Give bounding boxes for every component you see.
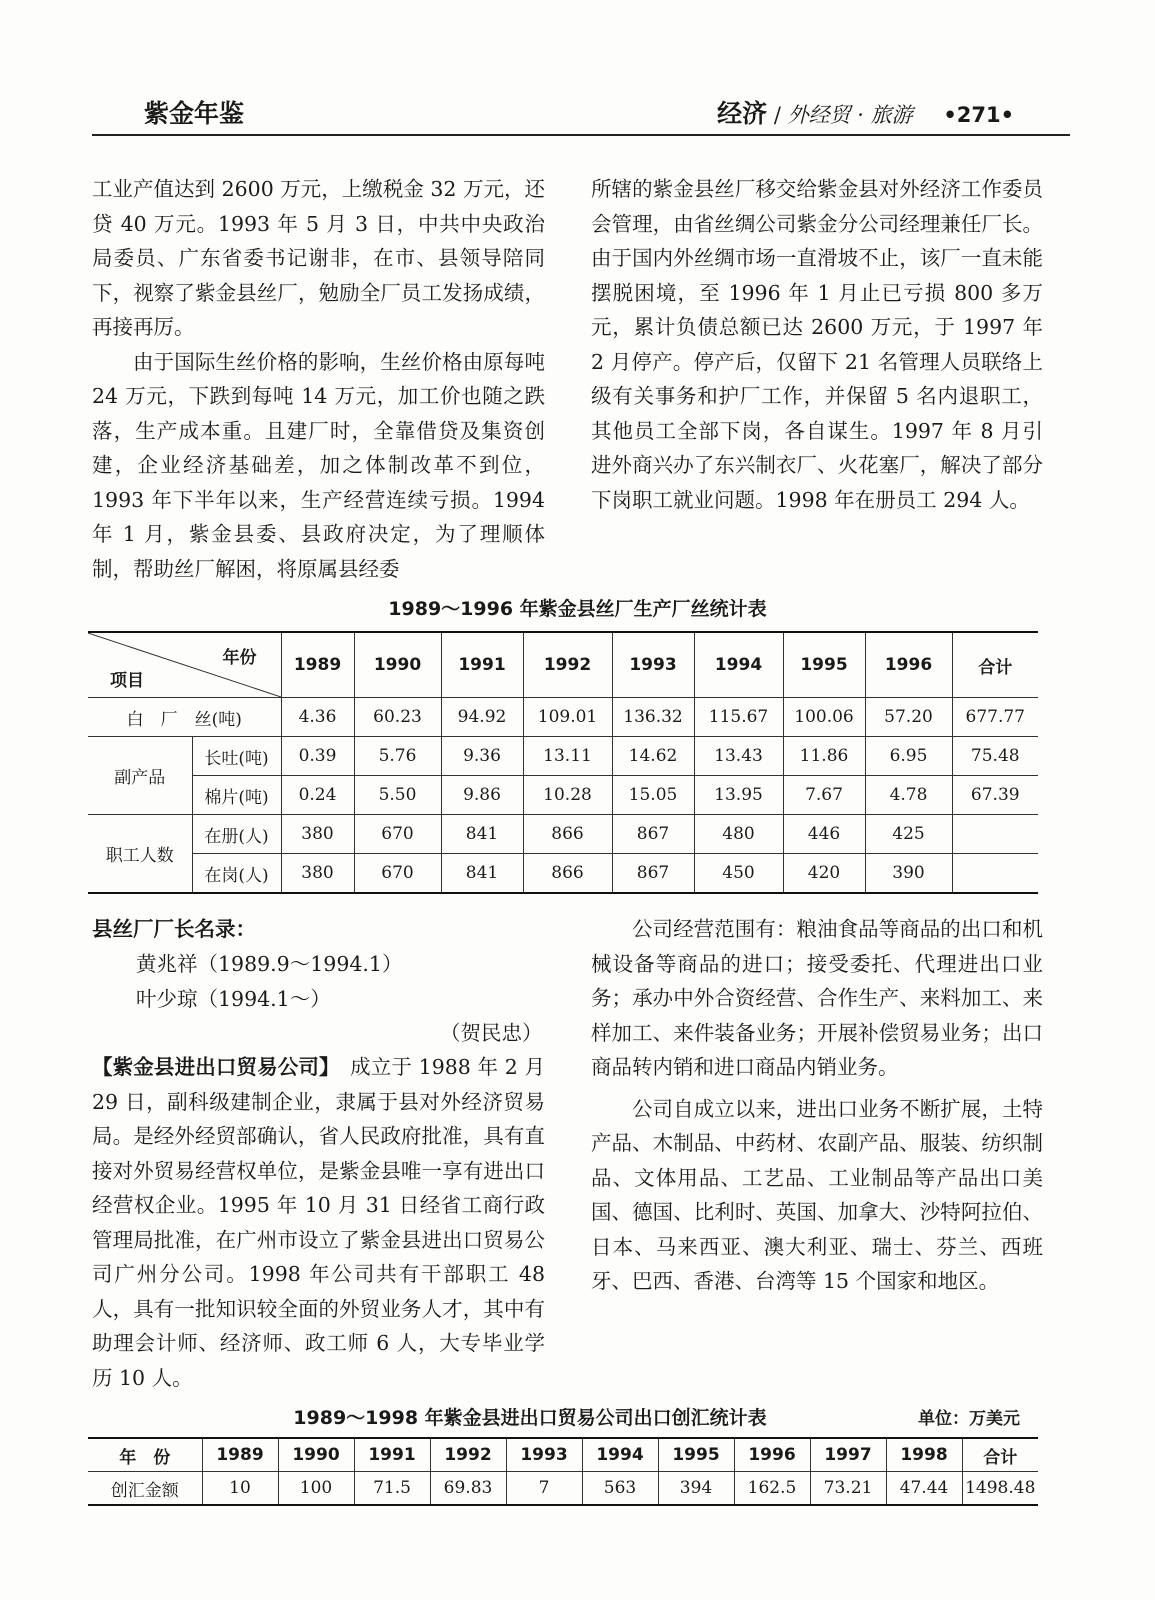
table-cell: 677.77 (952, 698, 1038, 737)
table-corner-cell (88, 632, 281, 698)
table-cell: 71.5 (354, 1472, 430, 1506)
year-header: 1995 (783, 632, 865, 698)
row-label: 年 份 (88, 1438, 202, 1472)
table-cell: 394 (658, 1472, 734, 1506)
paragraph: 公司自成立以来，进出口业务不断扩展，土特产品、木制品、中药材、农副产品、服装、纺织制品、文体用品、工艺品、工业制品等产品出口美国、德国、比利时、英国、加拿大、沙特阿拉伯、日本、马来西亚、澳大利亚、瑞士、芬兰、西班牙、巴西、香港、台湾等 15 个国家和地区。 (591, 1096, 1043, 1293)
table-cell: 425 (865, 815, 952, 854)
page-number: •271• (943, 103, 1014, 127)
table1-title: 1989～1996 年紫金县丝厂生产厂丝统计表 (388, 598, 767, 620)
table-cell: 9.36 (441, 737, 523, 776)
table2-unit: 单位：万美元 (918, 1409, 1020, 1429)
table-cell: 109.01 (523, 698, 612, 737)
year-header: 1993 (612, 632, 694, 698)
column-left-top (92, 172, 545, 586)
table-cell: 4.36 (281, 698, 354, 737)
table-cell: 866 (523, 815, 612, 854)
table-cell: 480 (694, 815, 783, 854)
column-left-bottom (92, 1050, 545, 1395)
year-header: 1995 (658, 1438, 734, 1472)
year-header: 1989 (281, 632, 354, 698)
table-cell: 841 (441, 854, 523, 894)
table-row (88, 698, 1038, 737)
table-cell: 670 (354, 854, 441, 894)
row-label: 长吐(吨) (192, 737, 281, 776)
year-header: 1991 (354, 1438, 430, 1472)
year-header: 1993 (506, 1438, 582, 1472)
year-header: 1991 (441, 632, 523, 698)
year-header: 1992 (523, 632, 612, 698)
yearbook-title: 紫金年鉴 (144, 99, 245, 128)
row-label: 创汇金额 (88, 1472, 202, 1506)
table-cell: 75.48 (952, 737, 1038, 776)
table-cell: 0.24 (281, 776, 354, 815)
paragraph: 由于国际生丝价格的影响，生丝价格由原每吨 24 万元，下跌到每吨 14 万元，加工价也随之跌落，生产成本重。且建厂时，全靠借贷及集资创建，企业经济基础差，加之体制改革不到位，1993 年下半年以来，生产经营连续亏损。1994 年 1 月，紫金县委、县政府决定，为了理顺体制，帮助丝厂解困，将原属县经委 (92, 349, 545, 581)
column-right-bottom (591, 912, 1043, 1299)
table-row (88, 1472, 1038, 1506)
paragraph: 所辖的紫金县丝厂移交给紫金县对外经济工作委员会管理，由省丝绸公司紫金分公司经理兼任厂长。由于国内外丝绸市场一直滑坡不止，该厂一直未能摆脱困境，至 1996 年 1 月止已亏损 800 多万元，累计负债总额已达 2600 万元，于 1997 年 2 月停产。停产后，仅留下 21 名管理人员联络上级有关事务和护厂工作，并保留 5 名内退职工，其他员工全部下岗，各自谋生。1997 年 8 月引进外商兴办了东兴制衣厂、火花塞厂，解决了部分下岗职工就业问题。1998 年在册员工 294 人。 (591, 177, 1043, 512)
table-cell: 390 (865, 854, 952, 894)
table-cell: 94.92 (441, 698, 523, 737)
paragraph (92, 1050, 545, 1395)
paragraph: 公司经营范围有：粮油食品等商品的出口和机械设备等商品的进口；接受委托、代理进出口业务；承办中外合资经营、合作生产、来料加工、来样加工、来件装备业务；开展补偿贸易业务；出口商品转内销和进口商品内销业务。 (591, 917, 1043, 1079)
table-cell: 15.05 (612, 776, 694, 815)
entry-text: 成立于 1988 年 2 月 29 日，副科级建制企业，隶属于县对外经济贸易局。是经外经贸部确认，省人民政府批准，具有直接对外贸易经营权单位，是紫金县唯一享有进出口经营权企业。1995 年 10 月 31 日经省工商行政管理局批准，在广州市设立了紫金县进出口贸易公司广州分公司。1998 年公司共有干部职工 48 人，具有一批知识较全面的外贸业务人才，其中有助理会计师、经济师、政工师 6 人，大专毕业学历 10 人。 (92, 1055, 546, 1390)
year-header: 1992 (430, 1438, 506, 1472)
paragraph: 工业产值达到 2600 万元，上缴税金 32 万元，还贷 40 万元。1993 年 5 月 3 日，中共中央政治局委员、广东省委书记谢非，在市、县领导陪同下，视察了紫金县丝厂，勉励全厂员工发扬成绩，再接再厉。 (92, 177, 545, 339)
table-cell: 866 (523, 854, 612, 894)
director-entry: 黄兆祥（1989.9～1994.1） (136, 952, 403, 976)
table2-title: 1989～1998 年紫金县进出口贸易公司出口创汇统计表 (293, 1407, 767, 1429)
column-right-top (591, 172, 1043, 517)
running-header (92, 90, 1070, 136)
total-header: 合计 (952, 632, 1038, 698)
table-cell: 10 (202, 1472, 278, 1506)
table-row (88, 854, 1038, 894)
table-cell: 380 (281, 815, 354, 854)
table-cell: 73.21 (810, 1472, 886, 1506)
row-label: 棉片(吨) (192, 776, 281, 815)
table-cell: 841 (441, 815, 523, 854)
table-row (88, 737, 1038, 776)
table-cell: 13.95 (694, 776, 783, 815)
group-label: 副产品 (88, 737, 192, 815)
table-cell: 6.95 (865, 737, 952, 776)
corner-year-label: 年份 (222, 648, 257, 668)
author-credit: （贺民忠） (440, 1021, 543, 1045)
table-cell: 13.11 (523, 737, 612, 776)
table-cell: 867 (612, 815, 694, 854)
year-header: 1994 (582, 1438, 658, 1472)
table-cell: 60.23 (354, 698, 441, 737)
table-cell: 57.20 (865, 698, 952, 737)
year-header: 1998 (886, 1438, 962, 1472)
directors-heading: 县丝厂厂长名录： (92, 917, 256, 941)
table-cell: 14.62 (612, 737, 694, 776)
year-header: 1990 (278, 1438, 354, 1472)
table-cell: 10.28 (523, 776, 612, 815)
group-label: 职工人数 (88, 815, 192, 894)
year-header: 1997 (810, 1438, 886, 1472)
table-cell: 100.06 (783, 698, 865, 737)
year-header: 1989 (202, 1438, 278, 1472)
directors-list (92, 912, 402, 1017)
year-header: 1996 (734, 1438, 810, 1472)
table-cell: 867 (612, 854, 694, 894)
year-header: 1990 (354, 632, 441, 698)
total-header: 合计 (962, 1438, 1038, 1472)
year-header: 1996 (865, 632, 952, 698)
table-cell: 13.43 (694, 737, 783, 776)
table-cell: 4.78 (865, 776, 952, 815)
entry-heading: 【紫金县进出口贸易公司】 (92, 1055, 330, 1079)
table-cell: 100 (278, 1472, 354, 1506)
table-cell: 115.67 (694, 698, 783, 737)
row-label: 在岗(人) (192, 854, 281, 894)
export-earnings-table (88, 1437, 1038, 1506)
table-cell: 7.67 (783, 776, 865, 815)
section-title: 经济 (717, 99, 768, 128)
table-cell: 47.44 (886, 1472, 962, 1506)
subsection-title: 外经贸 · 旅游 (787, 103, 913, 127)
table-cell: 563 (582, 1472, 658, 1506)
director-entry: 叶少琼（1994.1～） (136, 987, 331, 1011)
table-row (88, 776, 1038, 815)
year-header: 1994 (694, 632, 783, 698)
table-cell: 1498.48 (962, 1472, 1038, 1506)
table-cell: 450 (694, 854, 783, 894)
table-cell: 136.32 (612, 698, 694, 737)
table-cell: 670 (354, 815, 441, 854)
table-cell: 11.86 (783, 737, 865, 776)
table-cell: 5.50 (354, 776, 441, 815)
corner-item-label: 项目 (110, 671, 144, 691)
table-cell: 5.76 (354, 737, 441, 776)
table-cell (952, 854, 1038, 894)
table-cell: 380 (281, 854, 354, 894)
row-label: 在册(人) (192, 815, 281, 854)
row-label: 白 厂 丝(吨) (88, 698, 281, 737)
table-cell (952, 815, 1038, 854)
table-cell: 420 (783, 854, 865, 894)
table-cell: 0.39 (281, 737, 354, 776)
table-cell: 162.5 (734, 1472, 810, 1506)
table-row (88, 815, 1038, 854)
table-cell: 9.86 (441, 776, 523, 815)
table-cell: 67.39 (952, 776, 1038, 815)
silk-production-table (88, 631, 1038, 894)
section-header: 经济 / 外经贸 · 旅游 •271• (717, 99, 1014, 128)
table-cell: 7 (506, 1472, 582, 1506)
table-cell: 446 (783, 815, 865, 854)
table-cell: 69.83 (430, 1472, 506, 1506)
